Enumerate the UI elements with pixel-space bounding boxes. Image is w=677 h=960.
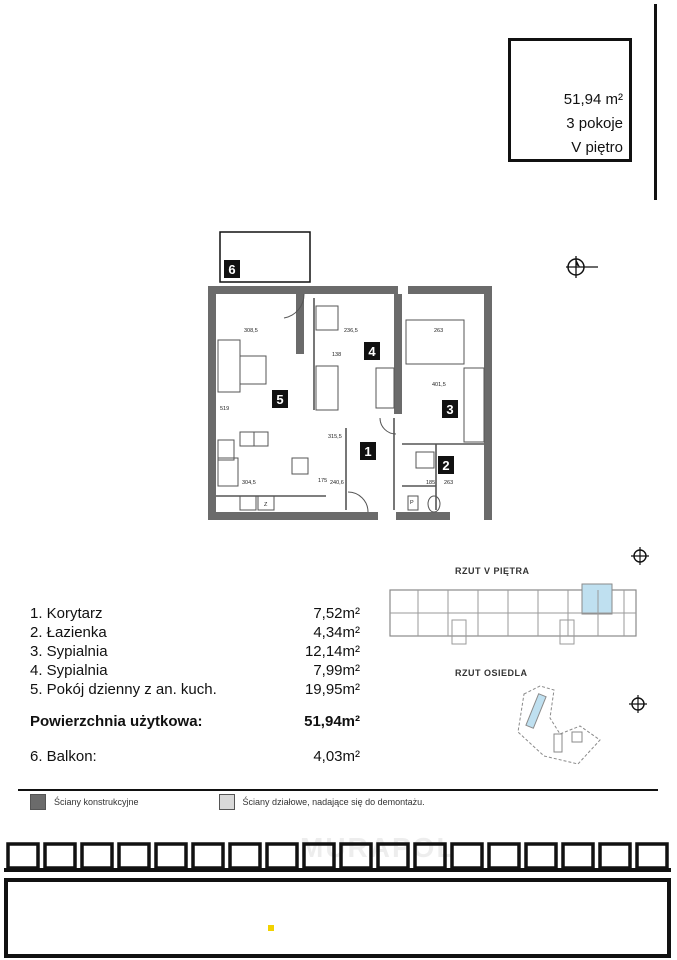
band-square xyxy=(452,844,482,868)
watermark: MURAPOL xyxy=(300,832,456,863)
dim-label: 263 xyxy=(434,328,444,334)
room-row xyxy=(30,680,360,699)
room-area: 7,99m² xyxy=(313,662,360,679)
dim-label: 519 xyxy=(220,406,230,412)
dim-label: 315,5 xyxy=(328,434,342,440)
compass-icon xyxy=(630,546,650,566)
summary-floor: V piętro xyxy=(571,139,623,156)
estate-map-label: RZUT OSIEDLA xyxy=(455,668,528,678)
dim-label: 185 xyxy=(426,480,436,486)
dim-label: 138 xyxy=(332,352,342,358)
dim-label: 308,5 xyxy=(244,328,258,334)
room-number: 4 xyxy=(368,344,376,359)
room-area: 4,34m² xyxy=(313,624,360,641)
band-square xyxy=(637,844,667,868)
band-square xyxy=(489,844,519,868)
total-area-value: 51,94m² xyxy=(304,713,360,730)
balcony-label: 6. Balkon: xyxy=(30,748,97,765)
dim-label: 236,5 xyxy=(344,328,358,334)
room-name: 3. Sypialnia xyxy=(30,643,108,660)
room-area: 19,95m² xyxy=(304,681,360,698)
dim-label: 263 xyxy=(444,480,454,486)
floor-map-label: RZUT V PIĘTRA xyxy=(455,566,530,576)
band-square xyxy=(8,844,38,868)
floor-plan xyxy=(196,228,506,526)
footer-frame xyxy=(4,878,671,958)
band-square xyxy=(378,844,408,868)
band-square xyxy=(304,844,334,868)
summary-rooms: 3 pokoje xyxy=(566,115,623,132)
summary-area: 51,94 m² xyxy=(563,91,623,108)
dim-label: 240,6 xyxy=(330,480,344,486)
compass-icon xyxy=(628,694,648,714)
legend-divider xyxy=(18,789,658,791)
room-number: 2 xyxy=(442,458,450,473)
band-square xyxy=(82,844,112,868)
compass-icon xyxy=(564,254,604,280)
total-area-row xyxy=(30,713,360,730)
room-name: 4. Sypialnia xyxy=(30,662,108,679)
summary-box xyxy=(508,38,632,162)
vertical-divider xyxy=(654,4,657,200)
band-square xyxy=(156,844,186,868)
balcony-row xyxy=(30,748,360,765)
band-square xyxy=(526,844,556,868)
yellow-dot xyxy=(268,925,274,931)
legend-partition: Ściany działowe, nadające się do demontażu. xyxy=(242,797,425,807)
estate-map xyxy=(510,684,610,774)
band-square xyxy=(415,844,445,868)
band-square xyxy=(563,844,593,868)
band-square xyxy=(341,844,371,868)
dim-label: 304,5 xyxy=(242,480,256,486)
partition-swatch xyxy=(219,794,235,810)
room-row xyxy=(30,661,360,680)
room-number: 1 xyxy=(364,444,372,459)
room-name: 1. Korytarz xyxy=(30,605,103,622)
room-area: 12,14m² xyxy=(304,643,360,660)
dim-label: 401,5 xyxy=(432,382,446,388)
band-square xyxy=(193,844,223,868)
room-name: 5. Pokój dzienny z an. kuch. xyxy=(30,681,217,698)
floor-map xyxy=(388,580,640,652)
dim-label: P xyxy=(410,500,414,506)
decorative-band xyxy=(4,840,671,872)
total-area-label: Powierzchnia użytkowa: xyxy=(30,713,203,730)
legend xyxy=(30,794,425,810)
room-number: 5 xyxy=(276,392,284,407)
balcony-value: 4,03m² xyxy=(313,748,360,765)
dim-label: 175 xyxy=(318,478,328,484)
room-row xyxy=(30,604,360,623)
band-square xyxy=(119,844,149,868)
band-square xyxy=(45,844,75,868)
band-square xyxy=(267,844,297,868)
dim-label: Z xyxy=(264,502,268,508)
room-row xyxy=(30,642,360,661)
band-square xyxy=(230,844,260,868)
band-square xyxy=(600,844,630,868)
legend-structural: Ściany konstrukcyjne xyxy=(54,797,139,807)
room-area: 7,52m² xyxy=(313,605,360,622)
structural-swatch xyxy=(30,794,46,810)
room-number: 6 xyxy=(228,262,236,277)
room-number: 3 xyxy=(446,402,454,417)
room-list xyxy=(30,604,360,765)
room-row xyxy=(30,623,360,642)
room-name: 2. Łazienka xyxy=(30,624,107,641)
